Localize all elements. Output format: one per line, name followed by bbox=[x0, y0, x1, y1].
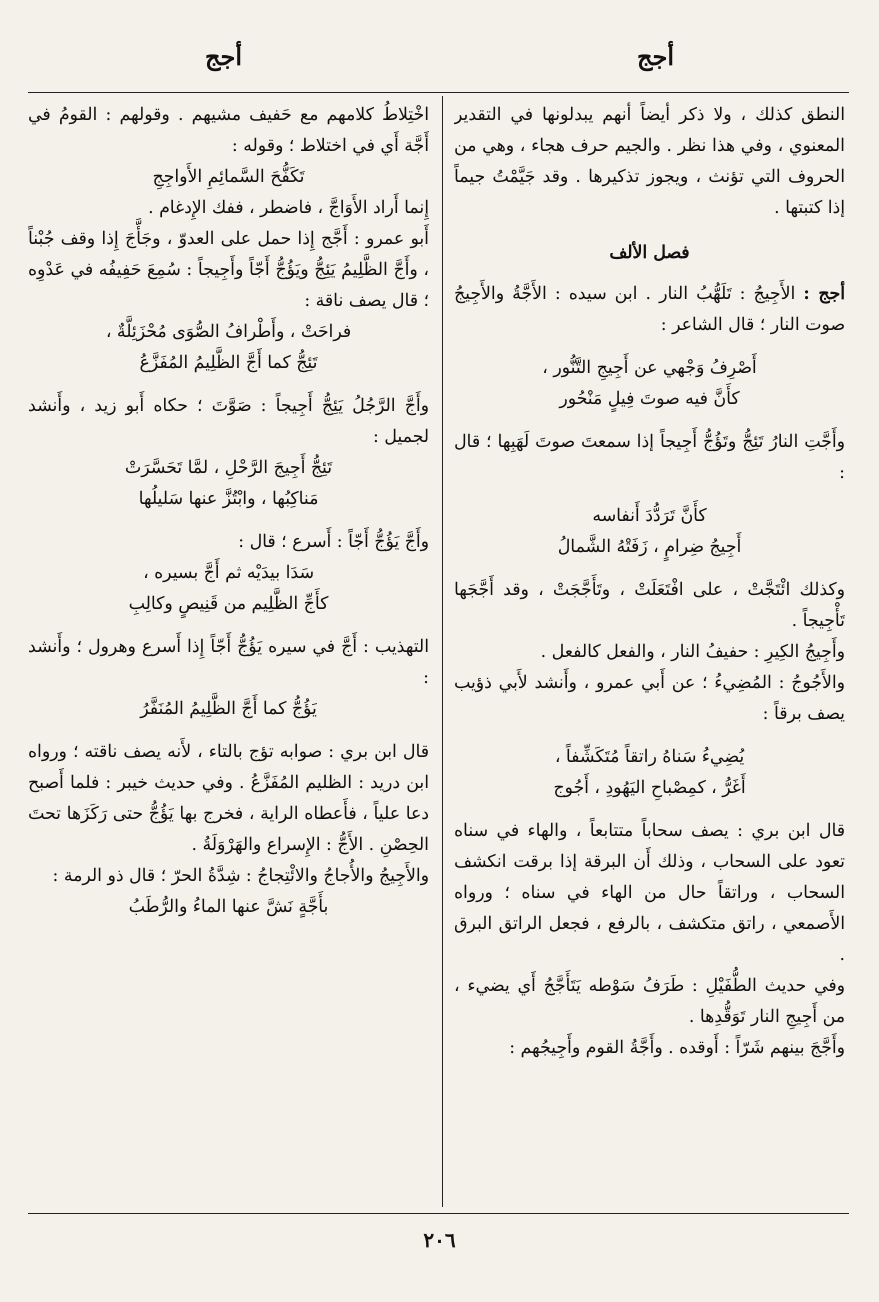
entry-text: الأَجِيجُ : تَلَهُّبُ النار . ابن سيده : الأَجَّةُ والأَجِيجُ صوت النار ؛ قال الشاعر : bbox=[454, 284, 845, 335]
paragraph: وفي حديث الطُّفَيْلِ : طَرَفُ سَوْطه يَتَأَجَّجُ أَي يضيء ، من أَجِيجِ النار تَوَقُّدِها . bbox=[454, 976, 845, 1027]
paragraph: وأَجَّ يَؤُجُّ أَجّاً : أَسرع ؛ قال : bbox=[238, 532, 429, 552]
verse-line: كأَجِّ الظَّلِيم من قَنِيصٍ وكالِبِ bbox=[128, 594, 329, 614]
paragraph: النطق كذلك ، ولا ذكر أيضاً أنهم يبدلونها في التقدير المعنوي ، وفي هذا نظر . والجيم حرف هجاء ، وهي من الحروف التي تؤنث ، ويجوز تذكيرها . وقد جَيَّمْتُ جيماً إذا كتبتها . bbox=[454, 105, 845, 218]
paragraph: إِنما أَراد الأَوَاجَّ ، فاضطر ، ففك الإِدغام . bbox=[148, 198, 429, 218]
verse-line: تَئِجُّ كما أَجَّ الظَّلِيمُ المُفَزَّعُ bbox=[139, 353, 318, 373]
paragraph: أَبو عمرو : أَجَّج إِذا حمل على العدوّ ، وجَأَّجَ إِذا وقف جُبْناً ، وأَجَّ الظَّلِيمُ يَئِجُّ ويَؤُجُّ أَجّاً وأَجِيجاً : سُمِعَ حَفِيفُه في عَدْوِه ؛ قال يصف ناقة : bbox=[28, 229, 429, 311]
paragraph: التهذيب : أَجَّ في سيره يَؤُجُّ أَجّاً إِذا أَسرع وهرول ؛ وأَنشد : bbox=[28, 637, 429, 688]
verse-line: يَؤُجُّ كما أَجَّ الظَّلِيمُ المُنَفَّرُ bbox=[140, 699, 317, 719]
page-number: ٢٠٦ bbox=[423, 1228, 456, 1252]
verse-line: كأَنَّ تَرَدُّدَ أَنفاسه bbox=[592, 506, 707, 526]
bottom-rule bbox=[28, 1213, 849, 1214]
verse-line: يُضِيءُ سَناهُ راتقاً مُتَكَشِّفاً ، bbox=[554, 747, 745, 767]
verse-line: سَدَا بيدَيْه ثم أَجَّ بسيره ، bbox=[143, 563, 314, 583]
verse-line: كأَنَّ فيه صوتَ فِيلٍ مَنْحُور bbox=[559, 389, 740, 409]
paragraph: وأَجَّجَ بينهم شَرّاً : أَوقده . وأَجَّةُ القوم وأَجِيجُهم : bbox=[509, 1038, 845, 1058]
paragraph: وأَجَّتِ النارُ تَئِجُّ وتَؤُجُّ أَجِيجاً إذا سمعتَ صوتَ لَهَبِها ؛ قال : bbox=[454, 432, 845, 483]
paragraph: والأَجُوجُ : المُضِيءُ ؛ عن أَبي عمرو ، وأَنشد لأَبي ذؤيب يصف برقاً : bbox=[454, 673, 845, 724]
paragraph: والأَجِيجُ والأُجاجُ والائْتِجاجُ : شِدَّةُ الحرّ ؛ قال ذو الرمة : bbox=[52, 866, 429, 886]
paragraph: وأَجِيجُ الكِيرِ : حفيفُ النار ، والفعل كالفعل . bbox=[540, 642, 845, 662]
right-column bbox=[454, 100, 845, 1208]
verse-line: مَناكِبُها ، وابْتُزَّ عنها سَليلُها bbox=[138, 489, 319, 509]
verse-line: أَغَرُّ ، كمِصْباحِ اليَهُودِ ، أَجُوج bbox=[553, 778, 746, 798]
paragraph: قال ابن بري : صوابه تؤج بالتاء ، لأَنه يصف ناقته ؛ ورواه ابن دريد : الظليم المُفَزَّعُ . وفي حديث خيبر : فلما أَصبح دعا علياً ، فأَعطاه الراية ، فخرج بها يَؤُجُّ حتى رَكَزَها تحتَ الحِصْنِ . الأَجُّ : الإِسراع والهَرْوَلَةُ . bbox=[28, 742, 429, 855]
paragraph: اخْتِلاطُ كلامهم مع حَفيف مشيهم . وقولهم : القومُ في أَجَّة أَي في اختلاط ؛ وقوله : bbox=[28, 105, 429, 156]
entry-paragraph bbox=[454, 279, 845, 341]
verse-line: بأَجَّةٍ نَشَّ عنها الماءُ والرُّطَبُ bbox=[128, 897, 329, 917]
left-column bbox=[28, 100, 429, 1208]
paragraph: وكذلك ائْتَجَّتْ ، على افْتَعَلَتْ ، وتَأَجَّجَتْ ، وقد أَجَّجَها تَأْجِيجاً . bbox=[454, 580, 845, 631]
top-rule bbox=[28, 92, 849, 93]
column-divider bbox=[442, 96, 443, 1207]
running-head-left: أجج bbox=[205, 42, 242, 71]
running-head-right: أجج bbox=[637, 42, 674, 71]
verse-line: فراحَتْ ، وأَطْرافُ الصُّوَى مُحْزَئِلَّةٌ ، bbox=[105, 322, 352, 342]
verse-line: تَئِجُّ أَجِيجَ الرَّحْلِ ، لمَّا تَحَسَّرَتْ bbox=[124, 458, 333, 478]
section-title: فصل الألف bbox=[609, 243, 690, 263]
verse-line: أَصْرِفُ وَجْهي عن أَجِيجِ التَّنُّور ، bbox=[542, 358, 757, 378]
paragraph: وأَجَّ الرَّجُلُ يَئِجُّ أَجِيجاً : صَوَّتَ ؛ حكاه أَبو زيد ، وأَنشد لجميل : bbox=[28, 396, 429, 447]
paragraph: قال ابن بري : يصف سحاباً متتابعاً ، والهاء في سناه تعود على السحاب ، وذلك أَن البرقة إذا برقت انكشف السحاب ، وراتقاً حال من الهاء في سناه ؛ ورواه الأَصمعي ، راتق متكشف ، بالرفع ، فجعل الراتق البرق . bbox=[454, 821, 845, 965]
entry-headword: أجج : bbox=[803, 284, 845, 304]
verse-line: أَجِيجُ ضِرامٍ ، زَفَتْهُ الشَّمالُ bbox=[557, 537, 742, 557]
verse-line: تَكَفُّحَ السَّمائِمِ الأَواجِجِ bbox=[152, 167, 305, 187]
